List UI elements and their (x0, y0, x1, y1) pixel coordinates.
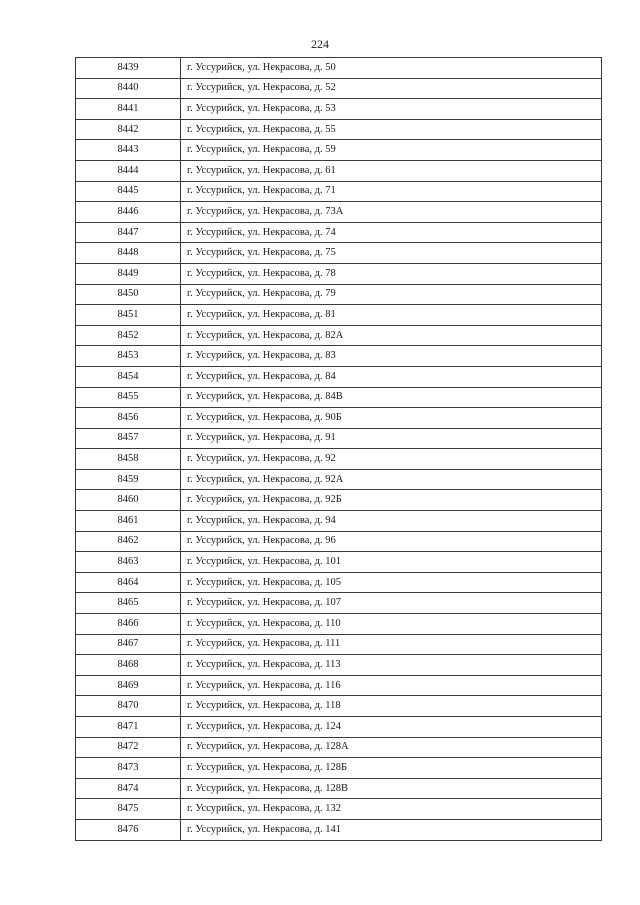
address-cell: г. Уссурийск, ул. Некрасова, д. 50 (181, 58, 602, 79)
table-row (76, 655, 602, 676)
row-number-cell: 8460 (76, 490, 181, 511)
address-cell: г. Уссурийск, ул. Некрасова, д. 128В (181, 778, 602, 799)
row-number-cell: 8462 (76, 531, 181, 552)
row-number-cell: 8474 (76, 778, 181, 799)
address-cell: г. Уссурийск, ул. Некрасова, д. 53 (181, 99, 602, 120)
address-cell: г. Уссурийск, ул. Некрасова, д. 73А (181, 202, 602, 223)
table-row (76, 593, 602, 614)
row-number-cell: 8443 (76, 140, 181, 161)
row-number-cell: 8471 (76, 717, 181, 738)
row-number-cell: 8447 (76, 222, 181, 243)
address-cell: г. Уссурийск, ул. Некрасова, д. 61 (181, 160, 602, 181)
table-row (76, 140, 602, 161)
table-row (76, 819, 602, 840)
table-row (76, 469, 602, 490)
table-row (76, 346, 602, 367)
address-cell: г. Уссурийск, ул. Некрасова, д. 128А (181, 737, 602, 758)
row-number-cell: 8467 (76, 634, 181, 655)
address-cell: г. Уссурийск, ул. Некрасова, д. 94 (181, 511, 602, 532)
address-cell: г. Уссурийск, ул. Некрасова, д. 132 (181, 799, 602, 820)
address-cell: г. Уссурийск, ул. Некрасова, д. 128Б (181, 758, 602, 779)
address-cell: г. Уссурийск, ул. Некрасова, д. 107 (181, 593, 602, 614)
address-cell: г. Уссурийск, ул. Некрасова, д. 78 (181, 263, 602, 284)
table-row (76, 737, 602, 758)
row-number-cell: 8442 (76, 119, 181, 140)
address-cell: г. Уссурийск, ул. Некрасова, д. 92 (181, 449, 602, 470)
row-number-cell: 8452 (76, 325, 181, 346)
row-number-cell: 8464 (76, 572, 181, 593)
address-cell: г. Уссурийск, ул. Некрасова, д. 96 (181, 531, 602, 552)
address-cell: г. Уссурийск, ул. Некрасова, д. 141 (181, 819, 602, 840)
table-row (76, 572, 602, 593)
table-row (76, 799, 602, 820)
row-number-cell: 8463 (76, 552, 181, 573)
table-row (76, 408, 602, 429)
address-cell: г. Уссурийск, ул. Некрасова, д. 81 (181, 305, 602, 326)
address-cell: г. Уссурийск, ул. Некрасова, д. 84В (181, 387, 602, 408)
row-number-cell: 8475 (76, 799, 181, 820)
row-number-cell: 8446 (76, 202, 181, 223)
table-row (76, 243, 602, 264)
row-number-cell: 8469 (76, 675, 181, 696)
table-row (76, 490, 602, 511)
address-cell: г. Уссурийск, ул. Некрасова, д. 79 (181, 284, 602, 305)
address-cell: г. Уссурийск, ул. Некрасова, д. 105 (181, 572, 602, 593)
row-number-cell: 8455 (76, 387, 181, 408)
table-row (76, 78, 602, 99)
address-table (75, 57, 602, 841)
row-number-cell: 8457 (76, 428, 181, 449)
table-row (76, 284, 602, 305)
table-row (76, 428, 602, 449)
table-row (76, 181, 602, 202)
address-cell: г. Уссурийск, ул. Некрасова, д. 59 (181, 140, 602, 161)
row-number-cell: 8473 (76, 758, 181, 779)
table-row (76, 325, 602, 346)
address-cell: г. Уссурийск, ул. Некрасова, д. 84 (181, 366, 602, 387)
row-number-cell: 8468 (76, 655, 181, 676)
address-cell: г. Уссурийск, ул. Некрасова, д. 92А (181, 469, 602, 490)
address-cell: г. Уссурийск, ул. Некрасова, д. 92Б (181, 490, 602, 511)
row-number-cell: 8448 (76, 243, 181, 264)
page-number: 224 (311, 37, 329, 51)
table-row (76, 387, 602, 408)
row-number-cell: 8451 (76, 305, 181, 326)
row-number-cell: 8466 (76, 614, 181, 635)
address-cell: г. Уссурийск, ул. Некрасова, д. 74 (181, 222, 602, 243)
address-cell: г. Уссурийск, ул. Некрасова, д. 118 (181, 696, 602, 717)
row-number-cell: 8450 (76, 284, 181, 305)
row-number-cell: 8470 (76, 696, 181, 717)
row-number-cell: 8465 (76, 593, 181, 614)
table-row (76, 366, 602, 387)
row-number-cell: 8456 (76, 408, 181, 429)
address-table-body (76, 58, 602, 841)
address-cell: г. Уссурийск, ул. Некрасова, д. 101 (181, 552, 602, 573)
table-row (76, 778, 602, 799)
row-number-cell: 8445 (76, 181, 181, 202)
row-number-cell: 8441 (76, 99, 181, 120)
row-number-cell: 8453 (76, 346, 181, 367)
address-cell: г. Уссурийск, ул. Некрасова, д. 110 (181, 614, 602, 635)
row-number-cell: 8444 (76, 160, 181, 181)
address-cell: г. Уссурийск, ул. Некрасова, д. 52 (181, 78, 602, 99)
table-row (76, 58, 602, 79)
table-row (76, 449, 602, 470)
table-row (76, 758, 602, 779)
table-row (76, 119, 602, 140)
row-number-cell: 8476 (76, 819, 181, 840)
address-cell: г. Уссурийск, ул. Некрасова, д. 91 (181, 428, 602, 449)
table-row (76, 160, 602, 181)
table-row (76, 511, 602, 532)
address-cell: г. Уссурийск, ул. Некрасова, д. 71 (181, 181, 602, 202)
address-cell: г. Уссурийск, ул. Некрасова, д. 83 (181, 346, 602, 367)
row-number-cell: 8439 (76, 58, 181, 79)
row-number-cell: 8459 (76, 469, 181, 490)
table-row (76, 717, 602, 738)
address-cell: г. Уссурийск, ул. Некрасова, д. 55 (181, 119, 602, 140)
table-row (76, 614, 602, 635)
table-row (76, 202, 602, 223)
table-row (76, 634, 602, 655)
address-cell: г. Уссурийск, ул. Некрасова, д. 82А (181, 325, 602, 346)
address-cell: г. Уссурийск, ул. Некрасова, д. 124 (181, 717, 602, 738)
table-row (76, 263, 602, 284)
address-cell: г. Уссурийск, ул. Некрасова, д. 90Б (181, 408, 602, 429)
table-row (76, 305, 602, 326)
table-row (76, 696, 602, 717)
table-row (76, 99, 602, 120)
address-cell: г. Уссурийск, ул. Некрасова, д. 113 (181, 655, 602, 676)
row-number-cell: 8449 (76, 263, 181, 284)
row-number-cell: 8472 (76, 737, 181, 758)
table-row (76, 531, 602, 552)
row-number-cell: 8440 (76, 78, 181, 99)
address-cell: г. Уссурийск, ул. Некрасова, д. 75 (181, 243, 602, 264)
address-cell: г. Уссурийск, ул. Некрасова, д. 116 (181, 675, 602, 696)
table-row (76, 222, 602, 243)
row-number-cell: 8454 (76, 366, 181, 387)
row-number-cell: 8461 (76, 511, 181, 532)
table-row (76, 552, 602, 573)
row-number-cell: 8458 (76, 449, 181, 470)
address-cell: г. Уссурийск, ул. Некрасова, д. 111 (181, 634, 602, 655)
table-row (76, 675, 602, 696)
